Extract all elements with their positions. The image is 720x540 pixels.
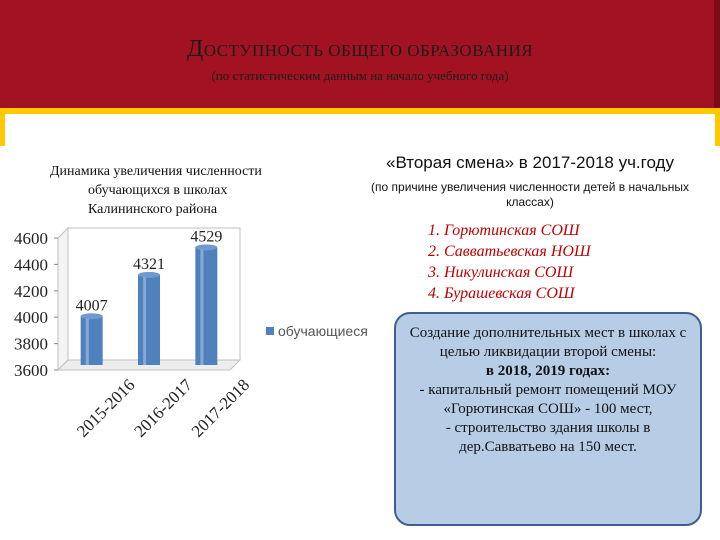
x-tick-label: 2016-2017: [130, 375, 196, 441]
y-tick-label: 4600: [14, 229, 48, 248]
school-item: 4. Бурашевская СОШ: [428, 285, 575, 302]
data-label: 4321: [133, 255, 165, 273]
y-tick-label: 4000: [14, 308, 48, 328]
school-list: [428, 220, 591, 304]
note-line3: - капитальный ремонт помещений МОУ «Горютинская СОШ» - 100 мест,: [419, 382, 677, 417]
second-shift-heading: «Вторая смена» в 2017-2018 уч.году: [386, 153, 674, 172]
bar: [138, 275, 160, 365]
note-line1: Создание дополнительных мест в школах с целью ликвидации второй смены:: [409, 325, 687, 360]
y-tick-label: 4200: [14, 281, 48, 301]
legend-swatch: [266, 327, 274, 335]
bar: [195, 247, 217, 365]
school-item: 2. Савватьевская НОШ: [428, 243, 591, 260]
chart-title-line3: Калининского района: [88, 202, 218, 217]
second-shift-subheading: (по причине увеличения численности детей в начальных классах): [371, 180, 689, 209]
note-line2: в 2018, 2019 годах:: [485, 363, 611, 379]
header-banner: [0, 0, 720, 108]
note-line4: - строительство здания школы в дер.Савватьево на 150 мест.: [445, 420, 651, 455]
title-rest: ОСТУПНОСТЬ ОБЩЕГО ОБРАЗОВАНИЯ: [203, 41, 534, 60]
legend-label: обучающиеся: [278, 323, 368, 339]
chart-title-line1: Динамика увеличения численности: [50, 164, 262, 179]
y-tick-label: 3800: [14, 334, 48, 354]
x-tick-label: 2017-2018: [187, 375, 254, 441]
bar: [81, 316, 103, 365]
accent-strip: [5, 114, 715, 146]
y-tick-label: 3600: [14, 361, 48, 380]
school-item: 3. Никулинская СОШ: [428, 264, 574, 281]
data-label: 4529: [190, 228, 223, 246]
y-tick-label: 4400: [14, 255, 48, 275]
measures-note: [394, 312, 702, 526]
page-subtitle: (по статистическим данным на начало учебного года): [211, 68, 509, 83]
school-item: 1. Горютинская СОШ: [428, 222, 580, 239]
title-first-letter: Д: [186, 36, 204, 62]
data-label: 4007: [75, 297, 108, 315]
students-chart: [0, 210, 390, 460]
x-tick-label: 2015-2016: [73, 375, 139, 441]
chart-side-wall: [58, 228, 68, 370]
page-title: [0, 36, 720, 63]
chart-title-line2: обучающихся в школах: [88, 183, 228, 198]
